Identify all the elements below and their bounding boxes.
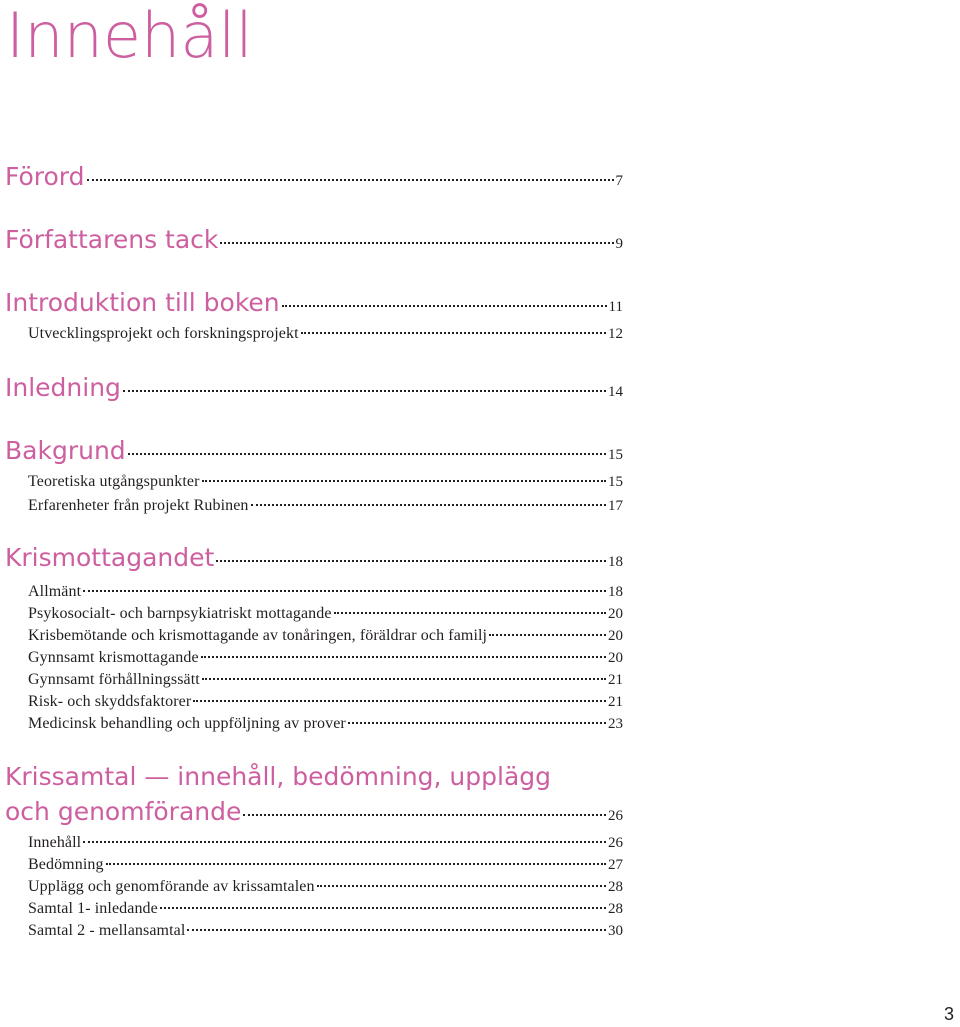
toc-entry-risk-skydd[interactable] <box>28 692 623 712</box>
toc-entry-page: 18 <box>608 554 623 570</box>
dot-leader <box>317 885 606 887</box>
toc-entry-psykosocialt[interactable] <box>28 604 623 624</box>
dot-leader <box>348 722 606 724</box>
toc-entry-bedomning[interactable] <box>28 855 623 875</box>
toc-entry-page: 20 <box>608 628 623 644</box>
toc-entry-title: Risk- och skyddsfaktorer <box>28 693 192 710</box>
toc-entry-page: 20 <box>608 650 623 666</box>
toc-entry-samtal-2[interactable] <box>28 921 623 941</box>
toc-entry-forord[interactable] <box>5 162 623 192</box>
dot-leader <box>243 814 606 816</box>
toc-entry-title: Utvecklingsprojekt och forskningsprojekt <box>28 325 299 342</box>
toc-entry-page: 11 <box>608 299 623 315</box>
toc-entry-page: 9 <box>615 236 623 252</box>
toc-entry-page: 14 <box>608 384 623 400</box>
toc-entry-page: 23 <box>608 716 623 732</box>
toc-entry-title: Bakgrund <box>5 436 126 465</box>
toc-entry-forfattarens-tack[interactable] <box>5 225 623 255</box>
dot-leader <box>187 929 606 931</box>
toc-entry-title: Teoretiska utgångspunkter <box>28 473 200 490</box>
toc-entry-innehall[interactable] <box>28 833 623 853</box>
toc-entry-page: 15 <box>608 474 623 490</box>
dot-leader <box>128 453 606 455</box>
dot-leader <box>301 332 606 334</box>
toc-entry-krisbemotande[interactable] <box>28 626 623 646</box>
toc-entry-krismottagandet[interactable] <box>5 543 623 573</box>
toc-entry-title: Upplägg och genomförande av krissamtalen <box>28 878 315 895</box>
toc-entry-title: Samtal 2 - mellansamtal <box>28 922 186 939</box>
toc-entry-title: Förord <box>5 162 85 191</box>
toc-entry-page: 7 <box>615 173 623 189</box>
toc-entry-introduktion[interactable] <box>5 288 623 318</box>
toc-entry-page: 26 <box>608 835 623 851</box>
dot-leader <box>282 305 607 307</box>
toc-entry-page: 26 <box>608 808 623 824</box>
toc-entry-allmant[interactable] <box>28 582 623 602</box>
toc-entry-title: Psykosocialt- och barnpsykiatriskt mottagande <box>28 605 332 622</box>
dot-leader <box>251 504 606 506</box>
toc-entry-utvecklingsprojekt[interactable] <box>28 324 623 344</box>
toc-entry-title: Krisbemötande och krismottagande av tonåringen, föräldrar och familj <box>28 627 488 644</box>
toc-entry-teoretiska[interactable] <box>28 472 623 492</box>
toc-entry-upplagg[interactable] <box>28 877 623 897</box>
toc-entry-page: 21 <box>608 672 623 688</box>
dot-leader <box>106 863 606 865</box>
toc-entry-title: Introduktion till boken <box>5 288 280 317</box>
toc-entry-page: 28 <box>608 901 623 917</box>
toc-entry-title: Författarens tack <box>5 225 219 254</box>
dot-leader <box>123 390 606 392</box>
toc-entry-title: Innehåll <box>28 834 82 851</box>
toc-entry-page: 17 <box>608 498 623 514</box>
toc-entry-page: 27 <box>608 857 623 873</box>
dot-leader <box>216 560 606 562</box>
dot-leader <box>160 907 606 909</box>
toc-entry-page: 18 <box>608 584 623 600</box>
dot-leader <box>193 700 606 702</box>
dot-leader <box>202 678 606 680</box>
toc-entry-page: 12 <box>608 326 623 342</box>
dot-leader <box>220 242 613 244</box>
dot-leader <box>201 656 606 658</box>
toc-entry-title: Allmänt <box>28 583 82 600</box>
toc-entry-inledning[interactable] <box>5 373 623 403</box>
toc-entry-title: och genomförande <box>5 797 242 826</box>
toc-entry-title: Samtal 1- inledande <box>28 900 158 917</box>
toc-entry-gynnsamt-krismottagande[interactable] <box>28 648 623 668</box>
toc-entry-title: Inledning <box>5 373 121 402</box>
toc-entry-medicinsk[interactable] <box>28 714 623 734</box>
page-number: 3 <box>943 1004 954 1024</box>
dot-leader <box>87 179 614 181</box>
toc-entry-erfarenheter[interactable] <box>28 496 623 516</box>
toc-entry-gynnsamt-forhallningssatt[interactable] <box>28 670 623 690</box>
page-title: Innehåll <box>6 0 253 72</box>
toc-entry-page: 20 <box>608 606 623 622</box>
dot-leader <box>334 612 606 614</box>
toc-entry-krissamtal[interactable] <box>5 797 623 827</box>
toc-entry-samtal-1[interactable] <box>28 899 623 919</box>
toc-entry-title: Krismottagandet <box>5 543 215 572</box>
toc-entry-bakgrund[interactable] <box>5 436 623 466</box>
dot-leader <box>489 634 606 636</box>
toc-entry-title: Bedömning <box>28 856 104 873</box>
toc-entry-title: Erfarenheter från projekt Rubinen <box>28 497 249 514</box>
toc-entry-title: Gynnsamt krismottagande <box>28 649 199 666</box>
toc-entry-title: Gynnsamt förhållningssätt <box>28 671 200 688</box>
dot-leader <box>202 480 606 482</box>
dot-leader <box>83 841 606 843</box>
dot-leader <box>83 590 606 592</box>
toc-entry-title: Medicinsk behandling och uppföljning av prover <box>28 715 346 732</box>
toc-entry-page: 21 <box>608 694 623 710</box>
toc-entry-krissamtal-line1[interactable]: Krissamtal — innehåll, bedömning, upplägg <box>5 762 552 791</box>
toc-entry-page: 28 <box>608 879 623 895</box>
toc-entry-page: 15 <box>608 447 623 463</box>
toc-entry-page: 30 <box>608 923 623 939</box>
